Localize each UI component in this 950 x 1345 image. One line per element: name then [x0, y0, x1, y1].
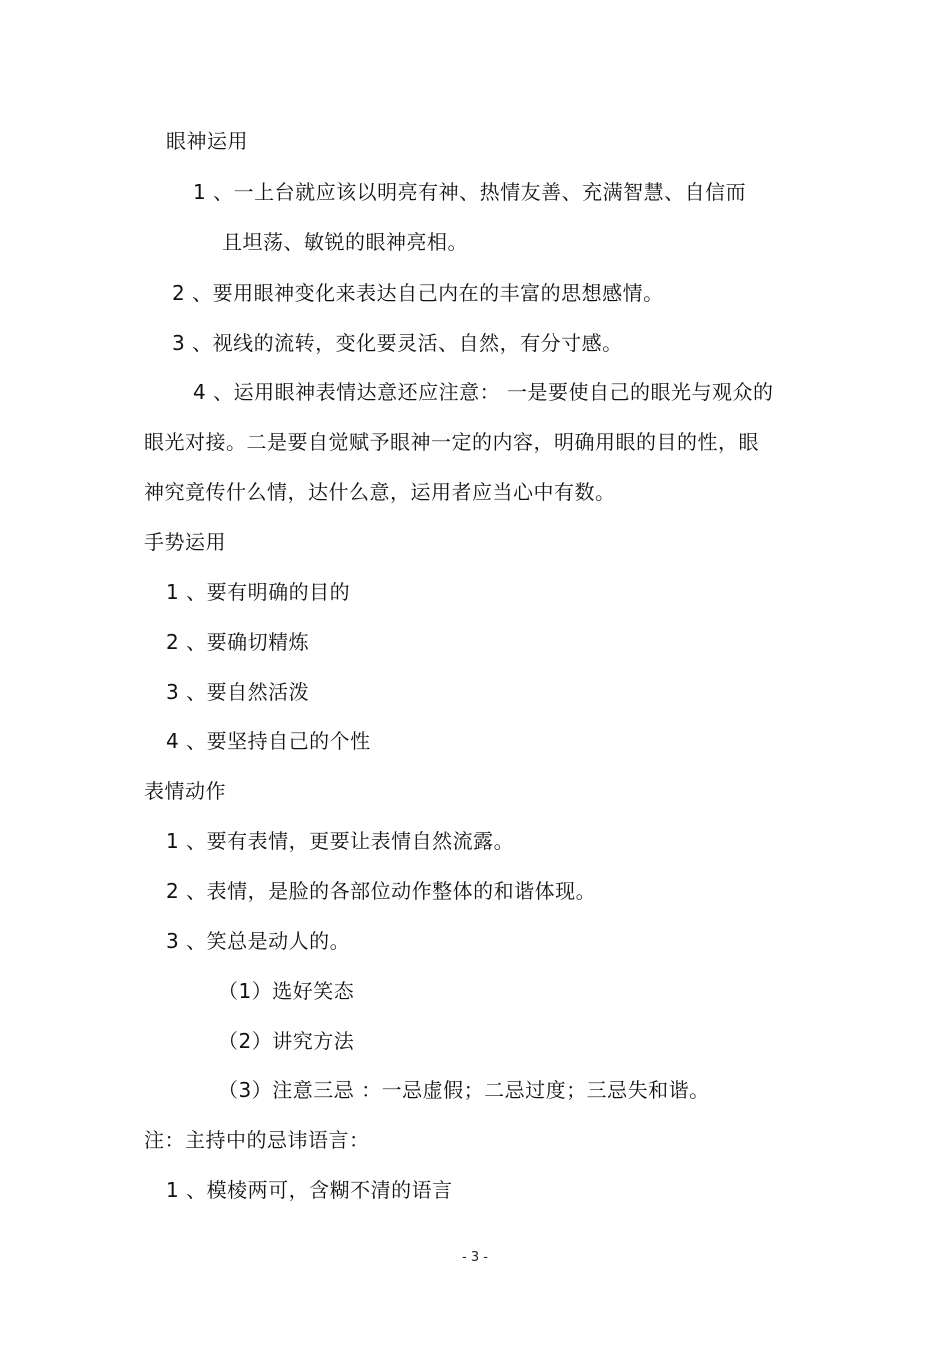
- expression-subitem-2: （2）讲究方法: [218, 1029, 355, 1053]
- expression-subitem-3: （3）注意三忌 ：一忌虚假；二忌过度；三忌失和谐。: [218, 1078, 710, 1102]
- expression-subitem-1: （1）选好笑态: [218, 979, 355, 1003]
- eye-item-1-line-1: 1 、一上台就应该以明亮有神、热情友善、充满智慧、自信而: [193, 180, 747, 204]
- gesture-item-3: 3 、要自然活泼: [166, 680, 310, 704]
- gesture-item-4: 4 、要坚持自己的个性: [166, 729, 371, 753]
- eye-item-1-line-2: 且坦荡、敏锐的眼神亮相。: [222, 230, 468, 254]
- eye-item-4-line-3: 神究竟传什么情，达什么意，运用者应当心中有数。: [144, 480, 616, 504]
- gesture-item-2: 2 、要确切精炼: [166, 630, 310, 654]
- section-heading-gesture: 手势运用: [144, 530, 226, 554]
- gesture-item-1: 1 、要有明确的目的: [166, 580, 351, 604]
- eye-item-3: 3 、视线的流转，变化要灵活、自然，有分寸感。: [172, 331, 623, 355]
- eye-item-4-line-2: 眼光对接。二是要自觉赋予眼神一定的内容，明确用眼的目的性，眼: [144, 430, 759, 454]
- note-item-1: 1 、模棱两可，含糊不清的语言: [166, 1178, 453, 1202]
- section-heading-eye: 眼神运用: [166, 129, 248, 153]
- eye-item-4-line-1: 4 、运用眼神表情达意还应注意： 一是要使自己的眼光与观众的: [193, 380, 774, 404]
- eye-item-2: 2 、要用眼神变化来表达自己内在的丰富的思想感情。: [172, 281, 664, 305]
- expression-item-2: 2 、表情，是脸的各部位动作整体的和谐体现。: [166, 879, 597, 903]
- expression-item-1: 1 、要有表情，更要让表情自然流露。: [166, 829, 515, 853]
- expression-item-3: 3 、笑总是动人的。: [166, 929, 351, 953]
- page-number: - 3 -: [462, 1250, 488, 1265]
- section-heading-expression: 表情动作: [144, 779, 226, 803]
- section-heading-note: 注：主持中的忌讳语言：: [144, 1128, 370, 1152]
